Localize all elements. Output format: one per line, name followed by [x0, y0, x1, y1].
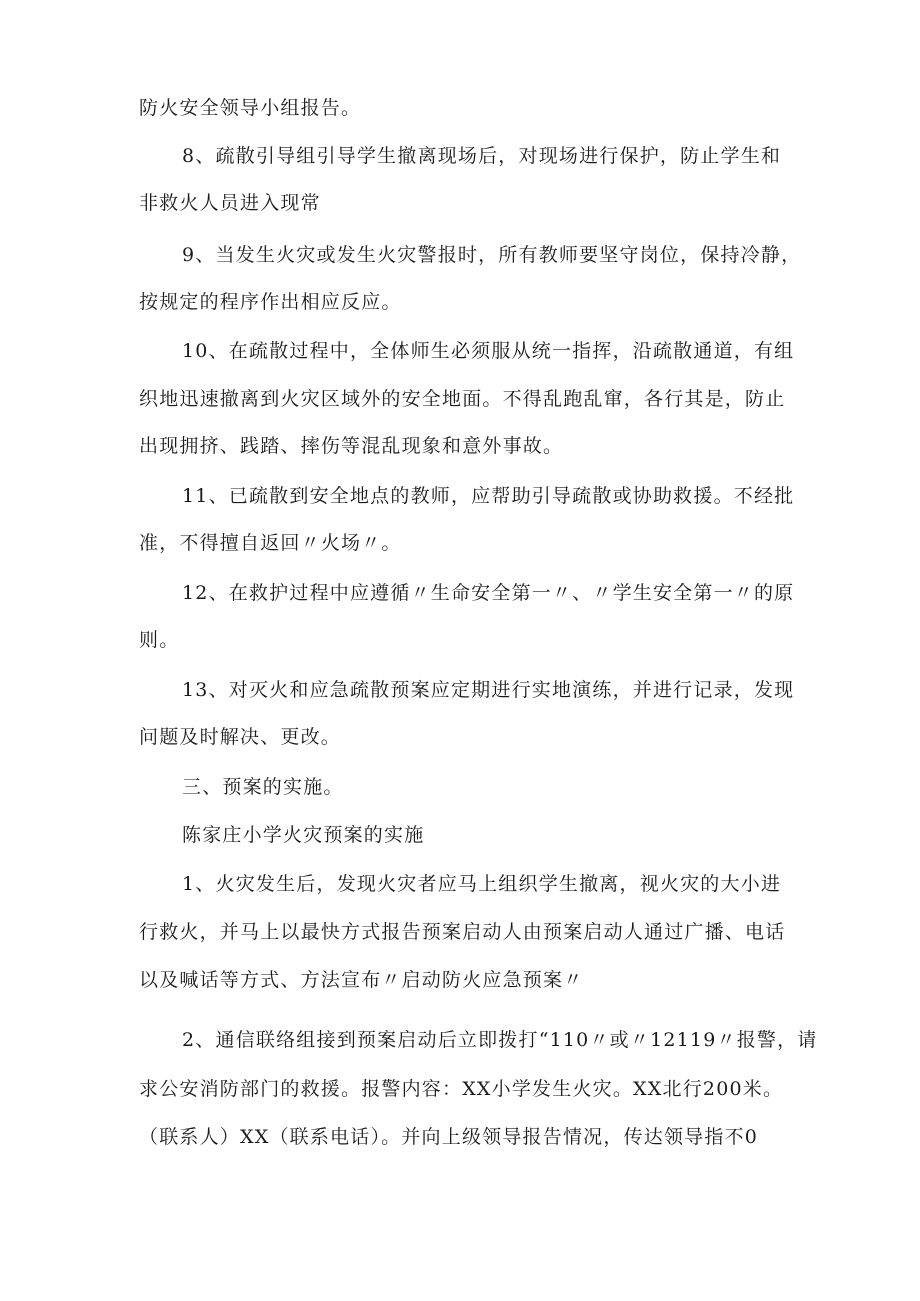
text-line: 以及喊话等方式、方法宣布〃启动防火应急预案〃	[139, 969, 584, 991]
text-line: 求公安消防部门的救援。报警内容：XX小学发生火灾。XX北行200米。	[139, 1078, 784, 1100]
section-heading: 三、预案的实施。	[182, 776, 344, 798]
text-line: 8、疏散引导组引导学生撤离现场后，对现场进行保护，防止学生和	[182, 145, 782, 167]
text-line: 非救火人员进入现常	[139, 192, 321, 214]
text-line: 按规定的程序作出相应反应。	[139, 291, 402, 313]
text-line: 则。	[139, 629, 180, 651]
text-line: 出现拥挤、践踏、摔伤等混乱现象和意外事故。	[139, 435, 564, 457]
text-line: 2、通信联络组接到预案启动后立即拨打“110〃或〃12119〃报警，请	[182, 1029, 818, 1051]
text-line: （联系人）XX（联系电话）。并向上级领导报告情况，传达领导指不0	[139, 1126, 759, 1148]
text-line: 9、当发生火灾或发生火灾警报时，所有教师要坚守岗位，保持冷静，	[182, 244, 802, 266]
text-line: 防火安全领导小组报告。	[139, 97, 362, 119]
text-line: 11、已疏散到安全地点的教师，应帮助引导疏散或协助救援。不经批	[182, 485, 795, 507]
text-line: 织地迅速撤离到火灾区域外的安全地面。不得乱跑乱窜，各行其是，防止	[139, 388, 786, 410]
text-line: 13、对灭火和应急疏散预案应定期进行实地演练，并进行记录，发现	[182, 679, 795, 701]
text-line: 12、在救护过程中应遵循〃生命安全第一〃、〃学生安全第一〃的原	[182, 582, 795, 604]
text-line: 10、在疏散过程中，全体师生必须服从统一指挥，沿疏散通道，有组	[182, 340, 795, 362]
text-line: 准，不得擅自返回〃火场〃。	[139, 532, 402, 554]
subsection-heading: 陈家庄小学火灾预案的实施	[182, 824, 425, 846]
text-line: 1、火灾发生后，发现火灾者应马上组织学生撤离，视火灾的大小进	[182, 873, 782, 895]
text-line: 行救火，并马上以最快方式报告预案启动人由预案启动人通过广播、电话	[139, 921, 786, 943]
text-line: 问题及时解决、更改。	[139, 726, 342, 748]
